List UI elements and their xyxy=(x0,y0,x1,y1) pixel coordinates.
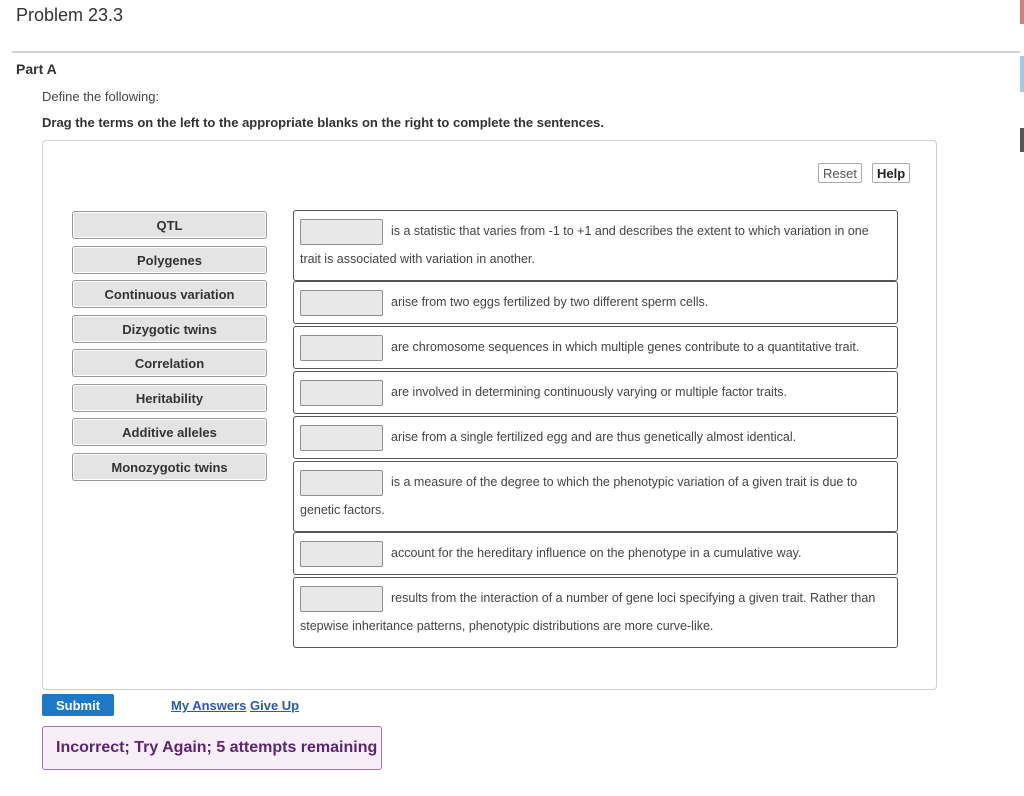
sentence-target xyxy=(293,461,898,532)
term-continuous-variation[interactable]: Continuous variation xyxy=(72,280,267,308)
drop-blank[interactable] xyxy=(300,470,383,496)
submit-button[interactable]: Submit xyxy=(42,694,114,716)
edge-marker-dark xyxy=(1020,128,1024,152)
term-correlation[interactable]: Correlation xyxy=(72,349,267,377)
edge-marker-red xyxy=(1020,0,1024,24)
drag-drop-panel xyxy=(42,140,937,690)
feedback-text: Incorrect; Try Again; 5 attempts remaining xyxy=(56,739,378,756)
term-dizygotic-twins[interactable]: Dizygotic twins xyxy=(72,315,267,343)
drop-blank[interactable] xyxy=(300,586,383,612)
sentence-text: arise from a single fertilized egg and are thus genetically almost identical. xyxy=(391,430,797,444)
term-monozygotic-twins[interactable]: Monozygotic twins xyxy=(72,453,267,481)
term-additive-alleles[interactable]: Additive alleles xyxy=(72,418,267,446)
sentence-target xyxy=(293,326,898,369)
sentence-text: are involved in determining continuously varying or multiple factor traits. xyxy=(391,385,788,399)
drop-blank[interactable] xyxy=(300,541,383,567)
sentence-text: are chromosome sequences in which multiple genes contribute to a quantitative trait. xyxy=(391,340,860,354)
drop-blank[interactable] xyxy=(300,219,383,245)
term-polygenes[interactable]: Polygenes xyxy=(72,246,267,274)
my-answers-link[interactable]: My Answers xyxy=(171,698,247,713)
help-button[interactable]: Help xyxy=(872,163,910,183)
sentence-text: results from the interaction of a number of gene loci specifying a given trait. Rather than stepwise inheritance patterns, phenotypic distributions are more curve-like. xyxy=(300,591,876,633)
sentence-target xyxy=(293,371,898,414)
sentence-text: arise from two eggs fertilized by two different sperm cells. xyxy=(391,295,709,309)
drop-blank[interactable] xyxy=(300,335,383,361)
sentence-text: is a statistic that varies from -1 to +1 and describes the extent to which variation in one trait is associated with variation in another. xyxy=(300,224,869,266)
sentence-target xyxy=(293,416,898,459)
sentence-target xyxy=(293,577,898,648)
reset-button[interactable]: Reset xyxy=(818,163,862,183)
drop-blank[interactable] xyxy=(300,380,383,406)
sentence-target xyxy=(293,281,898,324)
drop-blank[interactable] xyxy=(300,425,383,451)
title-divider xyxy=(12,51,1020,53)
define-prompt: Define the following: xyxy=(42,89,160,104)
problem-title: Problem 23.3 xyxy=(16,5,124,25)
part-label: Part A xyxy=(16,61,57,77)
sentence-target xyxy=(293,210,898,281)
feedback-message xyxy=(42,726,382,770)
sentence-text: account for the hereditary influence on the phenotype in a cumulative way. xyxy=(391,546,802,560)
term-heritability[interactable]: Heritability xyxy=(72,384,267,412)
term-qtl[interactable]: QTL xyxy=(72,211,267,239)
sentence-text: is a measure of the degree to which the phenotypic variation of a given trait is due to genetic factors. xyxy=(300,475,858,517)
give-up-link[interactable]: Give Up xyxy=(250,698,300,713)
drop-blank[interactable] xyxy=(300,290,383,316)
sentence-target xyxy=(293,532,898,575)
drag-instruction: Drag the terms on the left to the appropriate blanks on the right to complete the sentences. xyxy=(42,115,604,130)
edge-marker-blue xyxy=(1020,56,1024,92)
